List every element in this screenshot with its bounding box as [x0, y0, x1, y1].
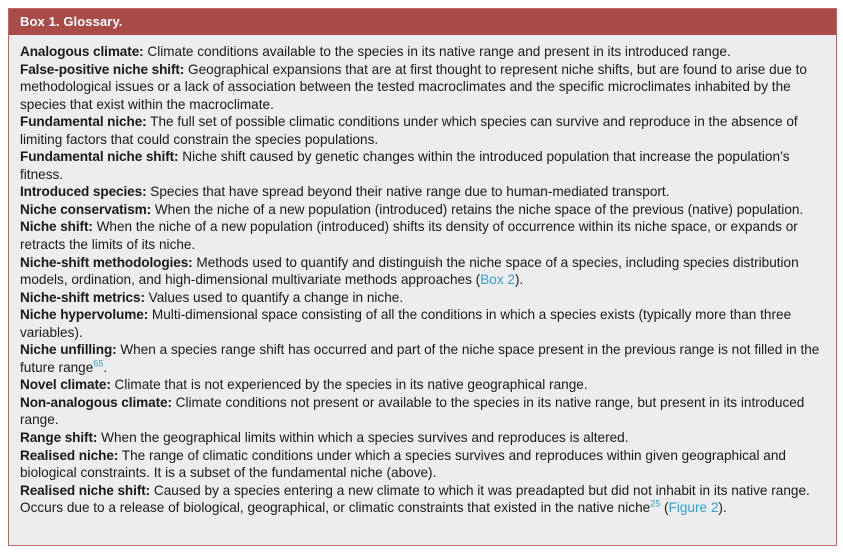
glossary-entry	[20, 429, 825, 447]
glossary-term: Introduced species:	[20, 184, 147, 200]
glossary-entry	[20, 394, 825, 429]
glossary-term: Niche shift:	[20, 219, 93, 235]
glossary-term: Niche unfilling:	[20, 342, 117, 358]
definition-text: Species that have spread beyond their native range due to human-mediated transport.	[146, 184, 670, 200]
glossary-entry	[20, 43, 825, 61]
glossary-term: Niche-shift metrics:	[20, 289, 145, 305]
glossary-box	[8, 8, 837, 546]
box-2-link[interactable]: Box 2	[480, 272, 515, 288]
citation-65-link[interactable]: 65	[93, 358, 104, 369]
definition-text: (	[660, 500, 669, 516]
glossary-entry	[20, 482, 825, 517]
definition-text: Climate conditions available to the species in its native range and present in its introduced range.	[143, 44, 731, 59]
definition-text: When a species range shift has occurred and part of the niche space present in the previous range is not filled in the future range	[20, 342, 820, 375]
glossary-term: Niche conservatism:	[20, 201, 152, 217]
glossary-entry	[20, 376, 825, 394]
glossary-term: Analogous climate:	[20, 44, 144, 59]
glossary-term: Non-analogous climate:	[20, 394, 172, 410]
glossary-entry	[20, 183, 825, 201]
glossary-term: Fundamental niche shift:	[20, 149, 179, 165]
glossary-term: False-positive niche shift:	[20, 61, 185, 77]
citation-25-link[interactable]: 25	[650, 498, 661, 509]
definition-text: Methods used to quantify and distinguish the niche space of a species, including species distribution models, ordination, and high-dimensional multivariate methods approaches (	[20, 254, 799, 288]
glossary-term: Realised niche shift:	[20, 482, 151, 498]
glossary-term: Niche-shift methodologies:	[20, 254, 193, 270]
glossary-entry	[20, 306, 825, 341]
glossary-entry	[20, 61, 825, 114]
definition-text: ).	[514, 272, 524, 288]
glossary-term: Niche hypervolume:	[20, 307, 149, 323]
definition-text: When the geographical limits within which a species survives and reproduces is altered.	[97, 430, 629, 446]
glossary-entry	[20, 113, 825, 148]
definition-text: Multi-dimensional space consisting of all the conditions in which a species exists (typically more than three variables).	[20, 307, 792, 340]
definition-text: Values used to quantify a change in niche.	[144, 289, 404, 305]
glossary-term: Fundamental niche:	[20, 114, 147, 130]
glossary-entry	[20, 254, 825, 289]
box-title: Box 1. Glossary.	[9, 9, 836, 35]
definition-text: Niche shift caused by genetic changes within the introduced population that increase the population’s fitness.	[20, 149, 790, 182]
glossary-entry	[20, 341, 825, 376]
definition-text: Climate conditions not present or available to the species in its native range, but present in its introduced range.	[20, 394, 805, 428]
glossary-list	[9, 35, 836, 525]
definition-text: .	[103, 359, 108, 375]
definition-text: ).	[718, 500, 727, 516]
glossary-entry	[20, 218, 825, 253]
glossary-entry	[20, 289, 825, 307]
glossary-entry	[20, 201, 825, 219]
figure-2-link[interactable]: Figure 2	[668, 500, 719, 516]
definition-text: The range of climatic conditions under which a species survives and reproduces within given geographical and biological constraints. It is a subset of the fundamental niche (above).	[20, 447, 786, 481]
glossary-term: Novel climate:	[20, 377, 111, 393]
glossary-entry	[20, 148, 825, 183]
glossary-entry	[20, 447, 825, 482]
definition-text: Climate that is not experienced by the species in its native geographical range.	[110, 377, 588, 393]
definition-text: Caused by a species entering a new climate to which it was preadapted but did not inhabit in its native range. Occurs due to a release of biological, geographical, or climatic constraints that existed in the native niche	[20, 482, 810, 516]
definition-text: Geographical expansions that are at first thought to represent niche shifts, but are found to arise due to methodological issues or a lack of association between the tested macroclimates and the specific microclimates inhabited by the species that exist within the macroclimate.	[20, 61, 807, 112]
definition-text: The full set of possible climatic conditions under which species can survive and reproduce in the absence of limiting factors that could constrain the species populations.	[20, 114, 798, 147]
glossary-term: Realised niche:	[20, 447, 119, 463]
definition-text: When the niche of a new population (introduced) retains the niche space of the previous (native) population.	[151, 201, 804, 217]
definition-text: When the niche of a new population (introduced) shifts its density of occurrence within its niche space, or expands or retracts the limits of its niche.	[20, 219, 798, 253]
glossary-term: Range shift:	[20, 430, 98, 446]
